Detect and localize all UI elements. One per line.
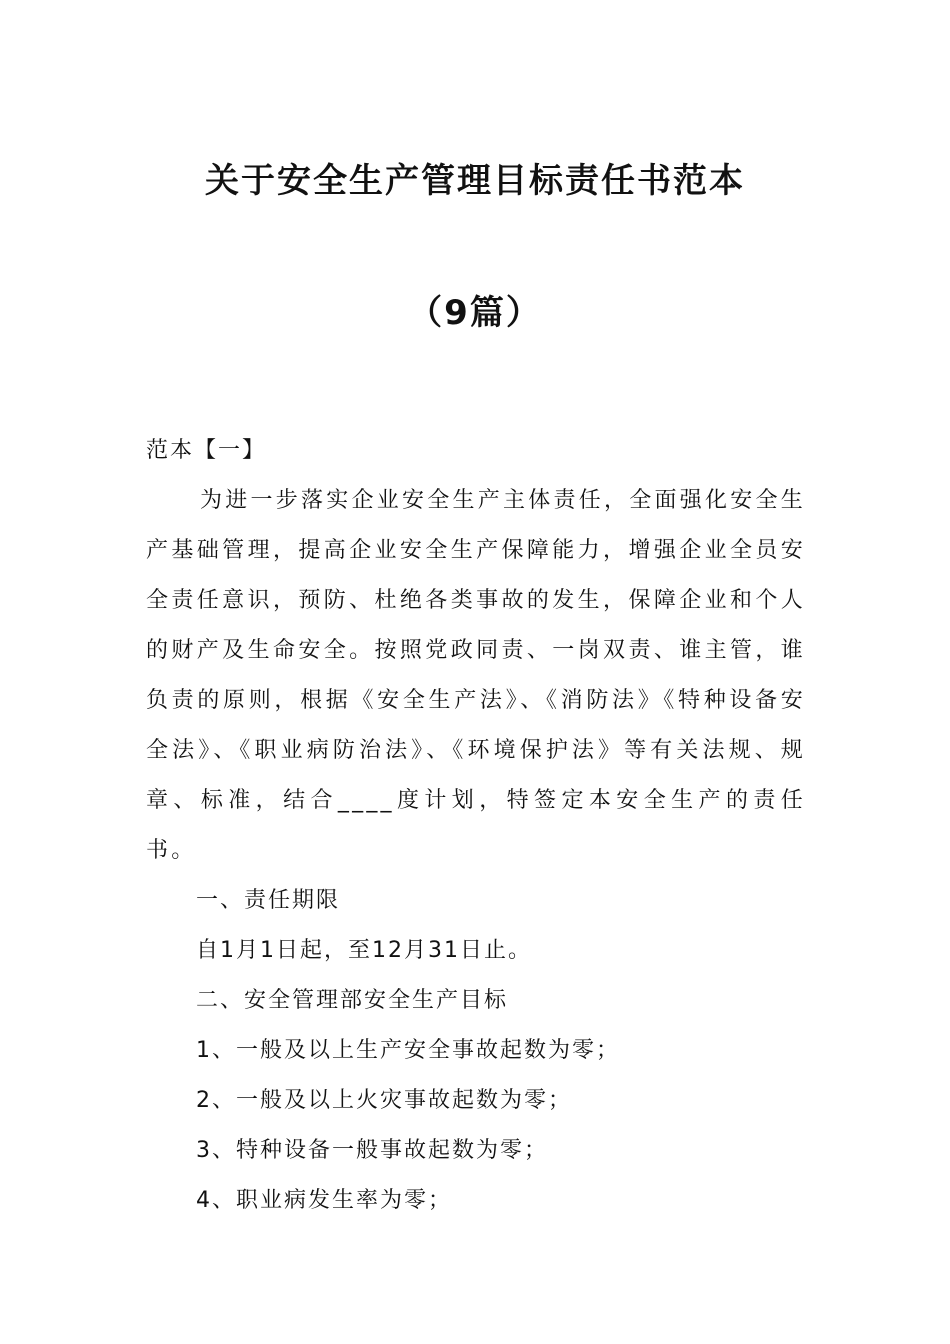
intro-paragraph: 为进一步落实企业安全生产主体责任，全面强化安全生产基础管理，提高企业安全生产保障能力，增强企业全员安全责任意识，预防、杜绝各类事故的发生，保障企业和个人的财产及生命安全。按照党政同责、一岗双责、谁主管，谁负责的原则，根据《安全生产法》、《消防法》《特种设备安全法》、《职业病防治法》、《环境保护法》等有关法规、规章、标准，结合____度计划，特签定本安全生产的责任书。	[146, 488, 806, 863]
heading-term: 一、责任期限	[196, 888, 341, 913]
document-body	[146, 426, 806, 1226]
target-item: 1、一般及以上生产安全事故起数为零；	[196, 1038, 620, 1063]
document-subtitle: （9篇）	[408, 293, 542, 333]
heading-targets: 二、安全管理部安全生产目标	[196, 988, 509, 1013]
section-label: 范本【一】	[146, 438, 267, 463]
target-item: 3、特种设备一般事故起数为零；	[196, 1138, 548, 1163]
document-title: 关于安全生产管理目标责任书范本	[205, 161, 745, 201]
term-text: 自1月1日起，至12月31日止。	[196, 938, 532, 963]
target-item: 4、职业病发生率为零；	[196, 1188, 452, 1213]
target-item: 2、一般及以上火灾事故起数为零；	[196, 1088, 572, 1113]
